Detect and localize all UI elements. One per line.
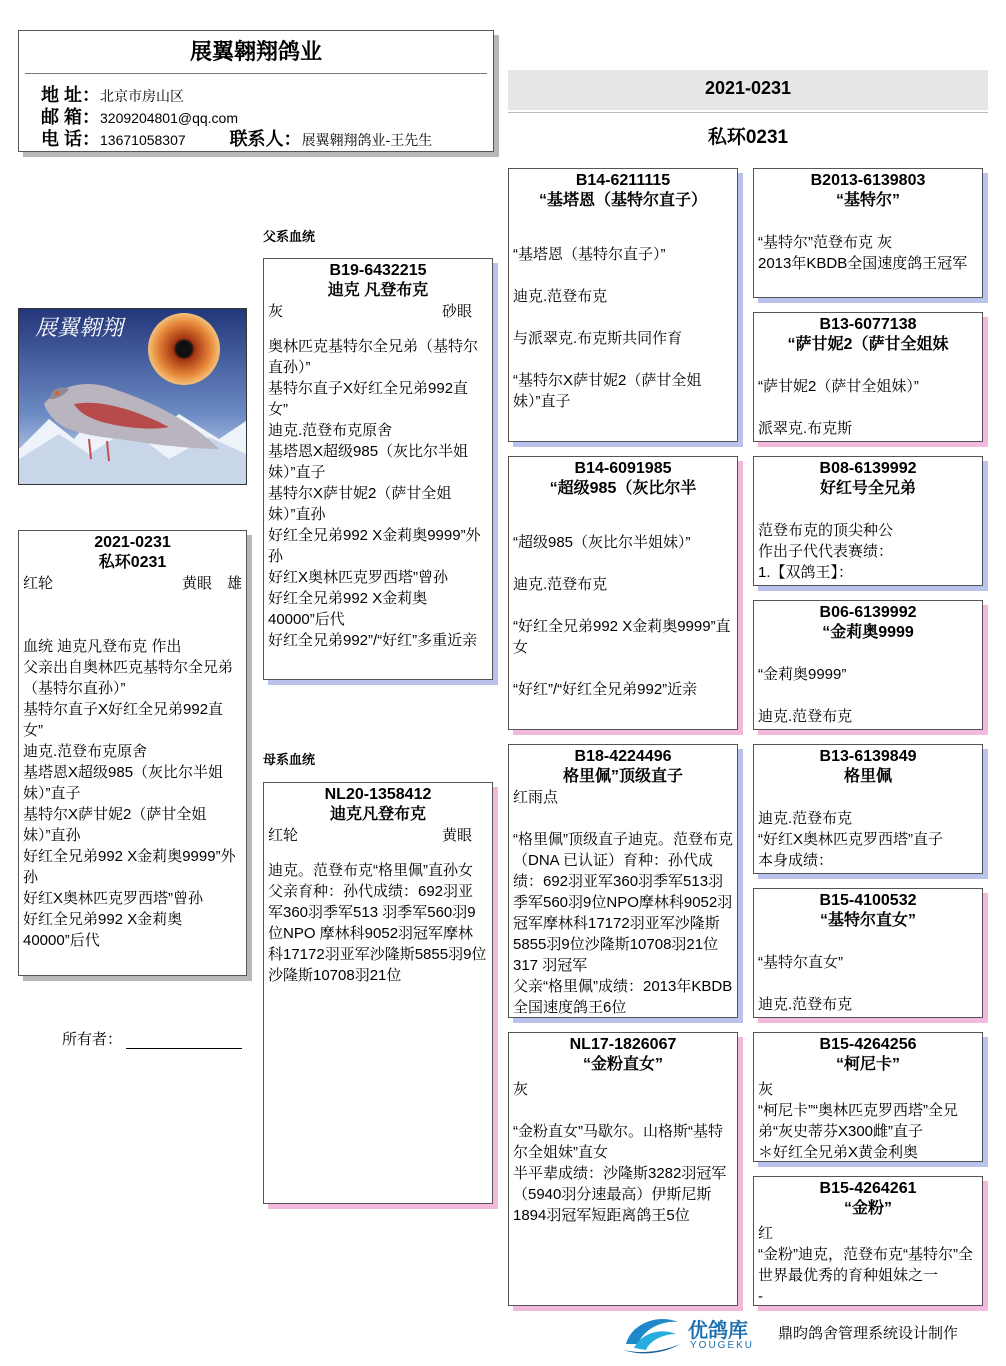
phone-value: 13671058307 (100, 132, 186, 148)
gen3-3-text: “格里佩”顶级直子迪克。范登布克（DNA 已认证）育种：孙代成绩：692羽亚军360羽季军513羽季军560羽9位NPO摩林科9052羽冠军摩林科17172羽亚军沙隆斯5855羽9位沙隆斯10708羽21位317 羽冠军 父亲“格里佩”成绩：2013年KBDB全国速度鸽王6位 (513, 831, 733, 1016)
sire-color: 灰 (268, 303, 284, 320)
granddam-maternal-card (508, 1032, 738, 1306)
dam-card (263, 782, 493, 1204)
brand-name: 优鸽库 (688, 1320, 748, 1342)
header-card (18, 30, 494, 152)
address-value: 北京市房山区 (100, 88, 185, 104)
gen4-7-color: 灰 (758, 1081, 774, 1098)
brand-name-en: YOUGEKU (690, 1340, 755, 1351)
footer (620, 1312, 1000, 1358)
main-eye-sex: 黄眼 雄 (181, 575, 242, 592)
gen4-6-ring-id: B15-4100532 (819, 892, 917, 909)
granddam-paternal-card (508, 456, 738, 730)
gen3-1-name: “基塔恩（基特尔直子） (538, 192, 707, 209)
main-pedigree-text: 血统 迪克凡登布克 作出 父亲出自奥林匹克基特尔全兄弟（基特尔直孙）” 基特尔直子X好红全兄弟992直女” 迪克.范登布克原舍 基塔恩X超级985（灰比尔半姐妹）”直子 基特尔X萨甘妮2（萨甘全姐妹）”直孙 好红全兄弟992 X金莉奥9999”外孙 好红X奥林匹克罗西塔”曾孙 好红全兄弟992 X金莉奥40000”后代 (23, 638, 236, 949)
gen4-1-card (753, 168, 983, 298)
sire-pedigree-text: 奥林匹克基特尔全兄弟（基特尔直孙）” 基特尔直子X好红全兄弟992直女” 迪克.范登布克原舍 基塔恩X超级985（灰比尔半姐妹）”直子 基特尔X萨甘妮2（萨甘全姐妹）”直孙 好红全兄弟992 X金莉奥9999”外孙 好红X奥林匹克罗西塔”曾孙 好红全兄弟992 X金莉奥40000”后代 好红全兄弟992”/“好红”多重近亲 (268, 338, 481, 649)
phone-row (41, 129, 432, 151)
dam-ring-id: NL20-1358412 (324, 786, 432, 803)
gen4-1-ring-id: B2013-6139803 (810, 172, 926, 189)
email-value: 3209204801@qq.com (100, 110, 238, 126)
dam-pedigree-text: 迪克。范登布克“格里佩”直孙女 父亲育种：孙代成绩：692羽亚军360羽季军513 羽季军560羽9位NPO 摩林科9052羽冠军摩林科17172羽亚军沙隆斯5855羽9位沙隆斯10708羽21位 (268, 862, 487, 984)
gen4-7-name: “柯尼卡” (835, 1056, 900, 1073)
main-ring-id: 2021-0231 (94, 534, 171, 551)
title-ring: 2021-0231 (704, 78, 792, 98)
gen4-6-card (753, 888, 983, 1018)
gen3-2-ring-id: B14-6091985 (574, 460, 672, 477)
gen4-8-color: 红 (758, 1225, 774, 1242)
gen4-7-text: “柯尼卡”“奥林匹克罗西塔”全兄弟“灰史蒂芬X300雌”直子 ＊好红全兄弟X黄金利奥 (758, 1102, 958, 1161)
footer-credit: 鼎昀鸽舍管理系统设计制作 (778, 1325, 959, 1342)
gen3-1-ring-id: B14-6211115 (575, 172, 671, 189)
address-label: 地 址： (41, 85, 101, 105)
gen4-6-name: “基特尔直女” (819, 912, 916, 929)
brand-logo-icon (620, 1314, 684, 1354)
gen3-4-ring-id: NL17-1826067 (569, 1036, 677, 1053)
main-color: 红轮 (23, 575, 54, 592)
owner-blank (126, 1048, 242, 1049)
grandsire-maternal-card (508, 744, 738, 1018)
gen4-5-ring-id: B13-6139849 (819, 748, 917, 765)
gen4-7-ring-id: B15-4264256 (819, 1036, 917, 1053)
gen4-8-name: “金粉” (843, 1200, 892, 1217)
sire-card (263, 258, 493, 680)
gen3-1-text: “基塔恩（基特尔直子）” 迪克.范登布克 与派翠克.布克斯共同作育 “基特尔X萨甘妮2（萨甘全姐妹）”直子 (513, 246, 702, 410)
gen4-5-name: 格里佩 (843, 768, 892, 785)
gen4-1-text: “基特尔”范登布克 灰 2013年KBDB全国速度鸽王冠军 (758, 234, 968, 272)
gen4-2-text: “萨甘妮2（萨甘全姐妹）” 派翠克.布克斯 (758, 378, 919, 437)
gen3-2-text: “超级985（灰比尔半姐妹）” 迪克.范登布克 “好红全兄弟992 X金莉奥9999”直女 “好红”/“好红全兄弟992”近亲 (513, 534, 731, 698)
gen3-2-name: “超级985（灰比尔半 (549, 480, 697, 497)
gen3-4-color: 灰 (513, 1081, 529, 1098)
dam-name: 迪克凡登布克 (329, 806, 426, 823)
gen3-3-name: 格里佩”顶级直子 (562, 768, 683, 785)
header-divider (25, 73, 487, 74)
gen4-3-ring-id: B08-6139992 (819, 460, 917, 477)
gen3-3-color: 红雨点 (513, 789, 559, 806)
gen4-4-name: “金莉奥9999 (822, 624, 914, 641)
gen4-8-ring-id: B15-4264261 (819, 1180, 917, 1197)
photo-caption: 展翼翱翔 (35, 316, 124, 341)
gen4-4-card (753, 600, 983, 730)
gen3-4-name: “金粉直女” (582, 1056, 663, 1073)
gen4-7-card (753, 1032, 983, 1162)
dam-color: 红轮 (268, 827, 299, 844)
gen4-2-ring-id: B13-6077138 (819, 316, 917, 333)
gen4-3-name: 好红号全兄弟 (819, 480, 916, 497)
phone-label: 电 话： (41, 129, 101, 149)
mother-section-label: 母系血统 (263, 752, 316, 767)
sire-ring-id: B19-6432215 (329, 262, 427, 279)
gen4-4-text: “金莉奥9999” 迪克.范登布克 (758, 666, 853, 725)
contact-label: 联系人： (229, 129, 302, 149)
gen4-3-card (753, 456, 983, 586)
title-divider (508, 112, 988, 113)
gen4-3-text: 范登布克的顶尖种公 作出子代代表赛绩： 1.【双鸽王】： (758, 522, 894, 581)
gen4-2-card (753, 312, 983, 442)
gen3-3-ring-id: B18-4224496 (574, 748, 672, 765)
gen4-5-card (753, 744, 983, 874)
email-label: 邮 箱： (41, 107, 101, 127)
gen4-4-ring-id: B06-6139992 (819, 604, 917, 621)
gen4-5-text: 迪克.范登布克 “好红X奥林匹克罗西塔”直子 本身成绩： (758, 810, 943, 869)
email-row (41, 107, 432, 129)
contact-value: 展翼翱翔鸽业-王先生 (301, 132, 433, 148)
gen3-4-text: “金粉直女”马歇尔。山格斯“基特尔全姐妹”直女 半平辈成绩：沙隆斯3282羽冠军（5940羽分速最高）伊斯尼斯1894羽冠军短距离鸽王5位 (513, 1123, 727, 1224)
gen4-6-text: “基特尔直女” 迪克.范登布克 (758, 954, 853, 1013)
father-section-label: 父系血统 (263, 229, 316, 244)
gen4-8-card (753, 1176, 983, 1306)
main-name: 私环0231 (98, 554, 167, 571)
company-title: 展翼翱翔鸽业 (189, 39, 322, 64)
gen4-8-text: “金粉”迪克，范登布克“基特尔”全世界最优秀的育种姐妹之一 - (758, 1246, 973, 1305)
main-bird-card (18, 530, 247, 976)
owner-row (62, 1028, 242, 1049)
gen4-2-name: “萨甘妮2（萨甘全姐妹 (787, 336, 949, 353)
owner-label: 所有者： (62, 1031, 123, 1048)
title-name: 私环0231 (707, 127, 789, 148)
sire-eye: 砂眼 (441, 303, 472, 320)
address-row (41, 85, 432, 107)
pigeon-photo (18, 308, 247, 485)
grandsire-paternal-card (508, 168, 738, 442)
gen4-1-name: “基特尔” (835, 192, 900, 209)
dam-eye: 黄眼 (441, 827, 472, 844)
sire-name: 迪克 凡登布克 (327, 282, 429, 299)
